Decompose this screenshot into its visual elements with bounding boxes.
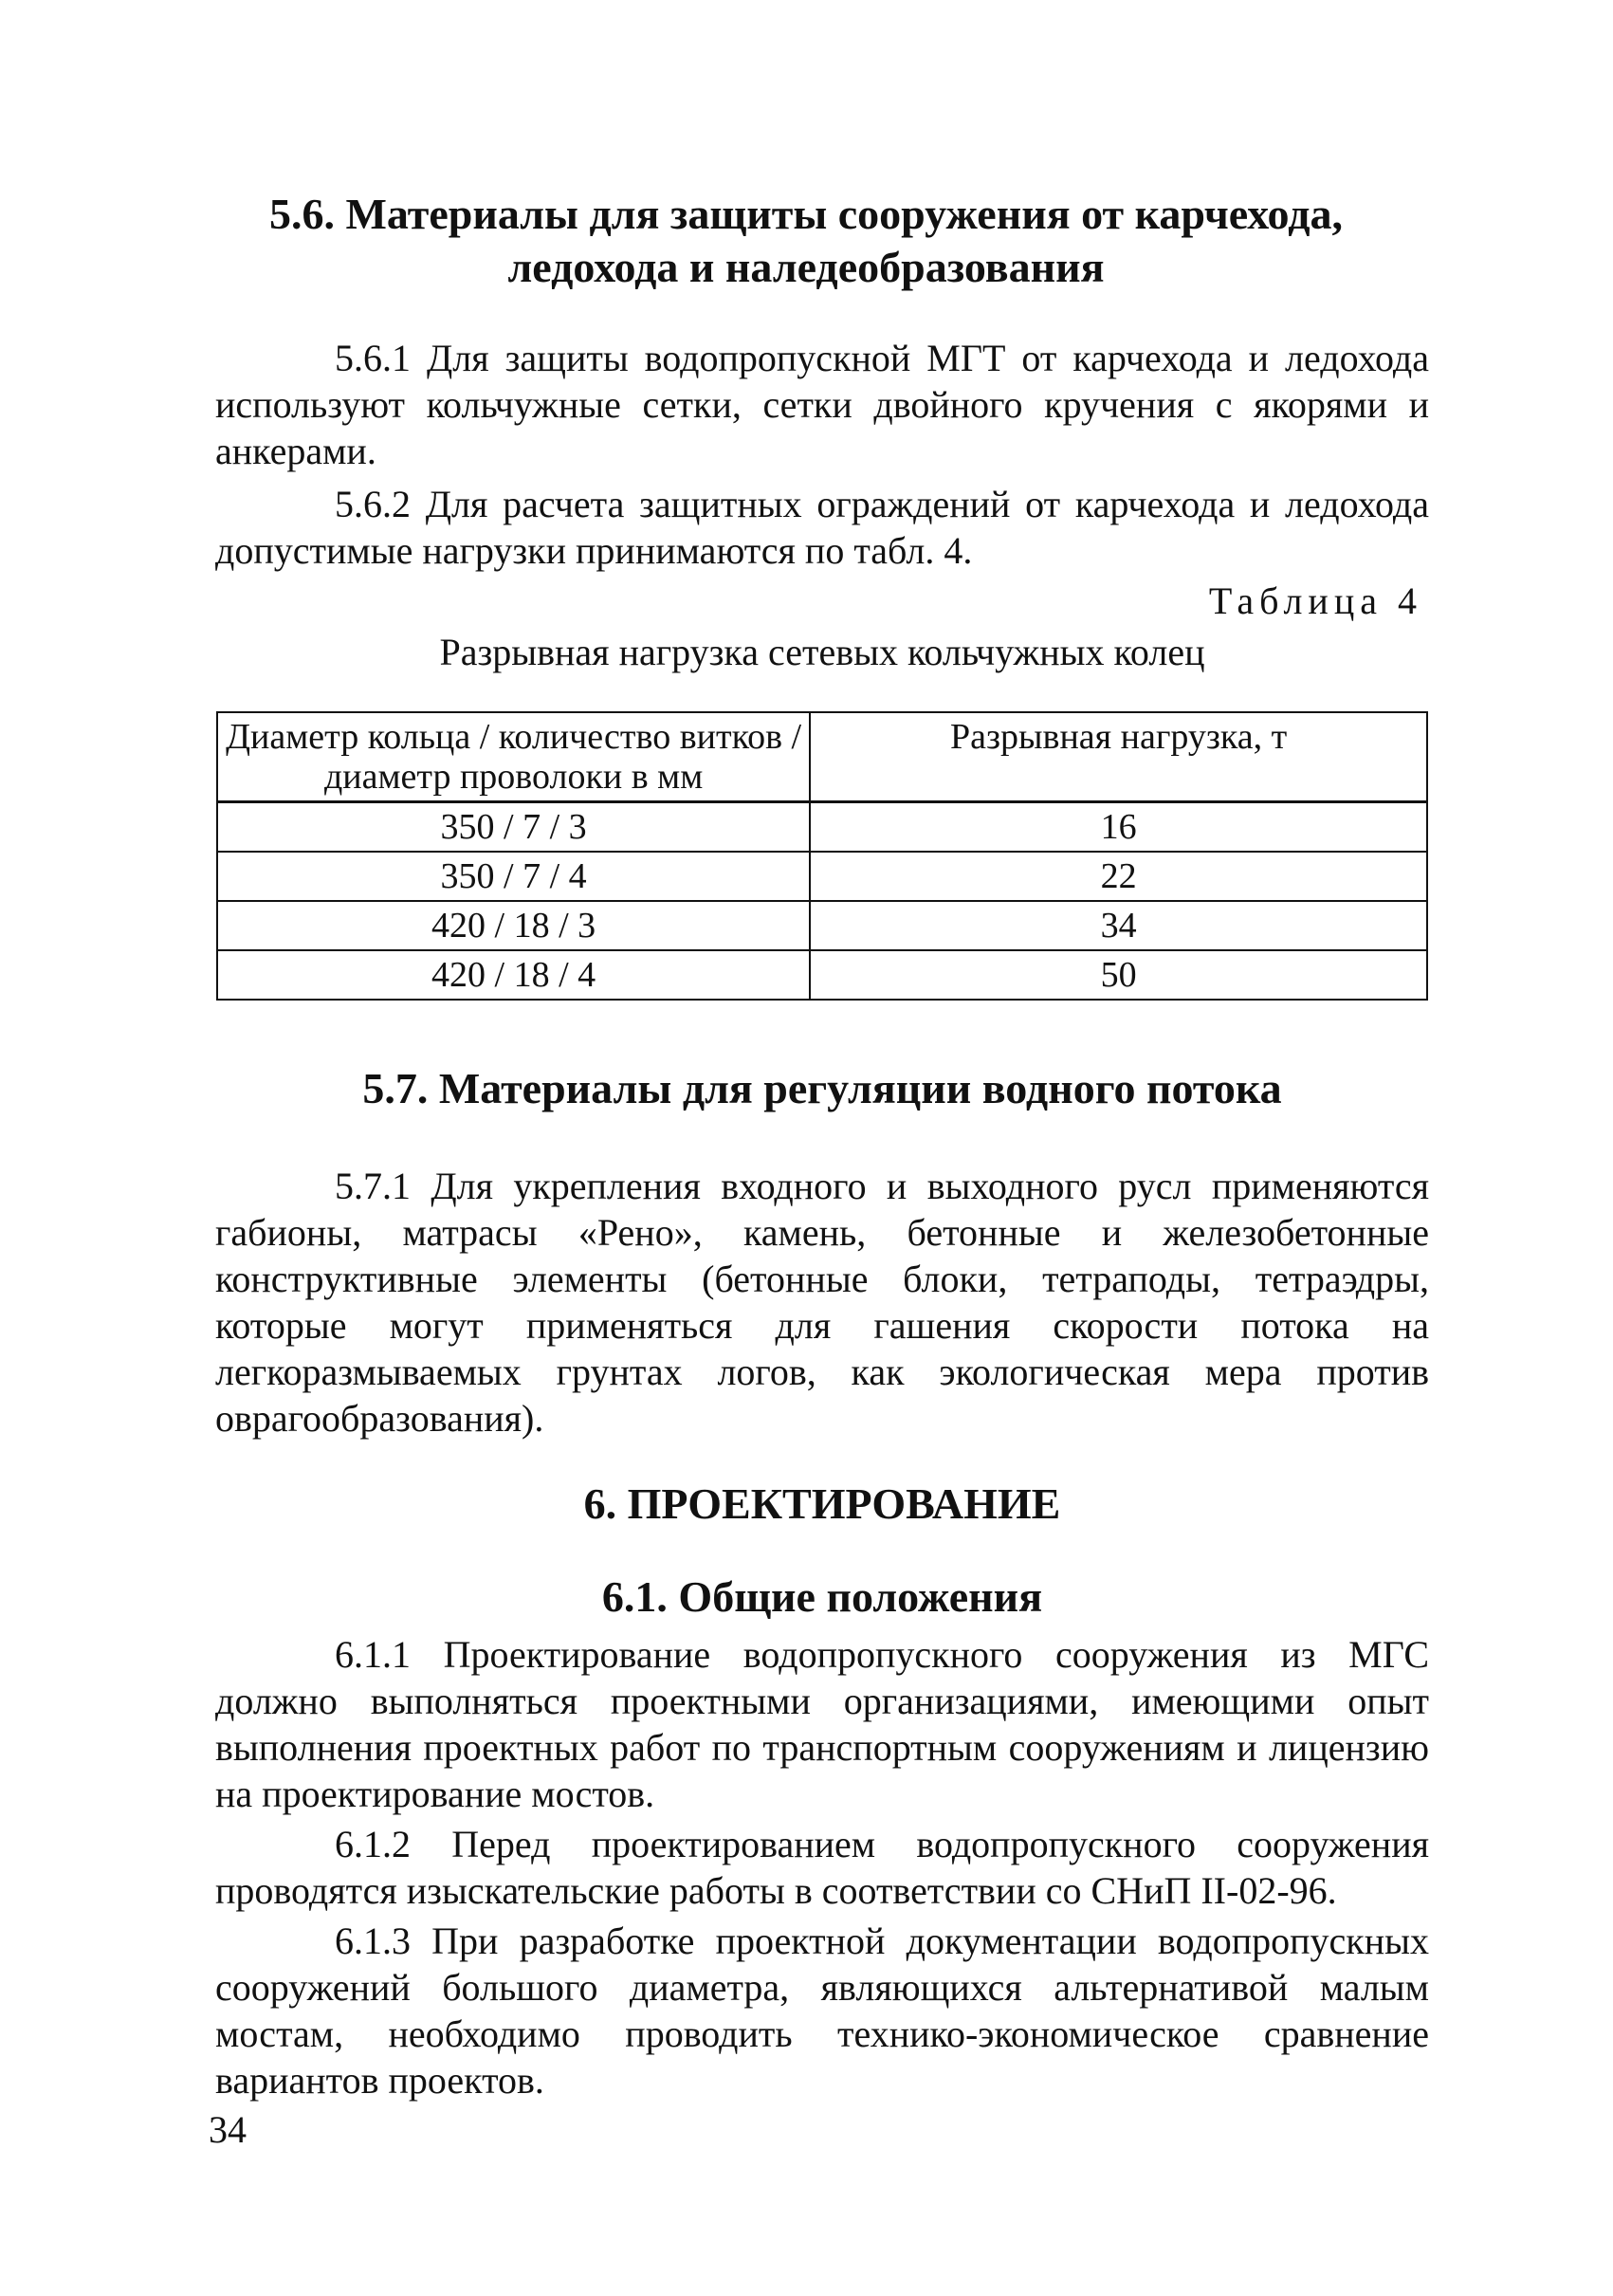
table-cell-load: 50 — [810, 950, 1427, 1000]
paragraph-5-6-2-block — [215, 481, 1429, 574]
table-cell-ring: 350 / 7 / 3 — [217, 802, 810, 853]
table-header-load: Разрывная нагрузка, т — [810, 712, 1427, 802]
paragraph-6-1-1: 6.1.1 Проектирование водопропускного сооружения из МГС должно выполняться проектными организациями, имеющими опыт выполнения проектных работ по транспортным сооружениям и лицензию на проектирование мостов. — [215, 1633, 1429, 1815]
section-5-7-heading: 5.7. Материалы для регуляции водного потока — [362, 1064, 1282, 1112]
paragraph-6-1-2: 6.1.2 Перед проектированием водопропускного сооружения проводятся изыскательские работы в соответствии со СНиП II-02-96. — [215, 1823, 1429, 1912]
page-number: 34 — [209, 2108, 247, 2151]
section-5-6-heading — [218, 188, 1394, 294]
paragraph-5-6-1: 5.6.1 Для защиты водопропускной МГТ от карчехода и ледохода используют кольчужные сетки, сетки двойного кручения с якорями и анкерами. — [215, 337, 1429, 472]
table-4 — [216, 711, 1428, 1001]
table-cell-load: 22 — [810, 852, 1427, 901]
paragraph-5-7-1: 5.7.1 Для укрепления входного и выходного русл применяются габионы, матрасы «Рено», камень, бетонные и железобетонные конструктивные элементы (бетонные блоки, тетраподы, тетраэдры, которые могут применяться для гашения скорости потока на легкоразмываемых грунтах логов, как экологическая мера против оврагообразования). — [215, 1165, 1429, 1440]
section-6-1-heading: 6.1. Общие положения — [601, 1572, 1043, 1621]
table-header-ring: Диаметр кольца / количество витков /диаметр проволоки в мм — [217, 712, 810, 802]
section-5-6-heading-line1: 5.6. Материалы для защиты сооружения от карчехода, — [269, 190, 1343, 238]
section-5-6-heading-line2: ледохода и наледеобразования — [507, 243, 1105, 291]
paragraph-6-1-1-block — [215, 1631, 1429, 1817]
section-6-1-heading-block — [215, 1570, 1429, 1624]
table-cell-load: 34 — [810, 901, 1427, 950]
table-row — [217, 901, 1427, 950]
table-row — [217, 950, 1427, 1000]
paragraph-6-1-2-block — [215, 1821, 1429, 1914]
table-cell-ring: 350 / 7 / 4 — [217, 852, 810, 901]
section-6-heading: 6. ПРОЕКТИРОВАНИЕ — [583, 1479, 1061, 1528]
paragraph-6-1-3: 6.1.3 При разработке проектной документации водопропускных сооружений большого диаметра, являющихся альтернативой малым мостам, необходимо проводить технико-экономическое сравнение вариантов проектов. — [215, 1919, 1429, 2102]
section-6-heading-block — [215, 1478, 1429, 1531]
breaking-load-table — [216, 711, 1428, 1001]
paragraph-5-6-2: 5.6.2 Для расчета защитных ограждений от карчехода и ледохода допустимые нагрузки принимаются по табл. 4. — [215, 483, 1429, 572]
table-cell-ring: 420 / 18 / 4 — [217, 950, 810, 1000]
table-cell-load: 16 — [810, 802, 1427, 853]
paragraph-5-7-1-block — [215, 1163, 1429, 1442]
section-5-7-heading-block — [215, 1062, 1429, 1115]
paragraph-6-1-3-block — [215, 1918, 1429, 2103]
table-row — [217, 852, 1427, 901]
paragraph-5-6-1-block — [215, 335, 1429, 474]
table-caption: Разрывная нагрузка сетевых кольчужных колец — [439, 631, 1205, 673]
table-label: Таблица 4 — [1208, 579, 1422, 622]
table-header-row — [217, 712, 1427, 802]
table-cell-ring: 420 / 18 / 3 — [217, 901, 810, 950]
table-row — [217, 802, 1427, 853]
